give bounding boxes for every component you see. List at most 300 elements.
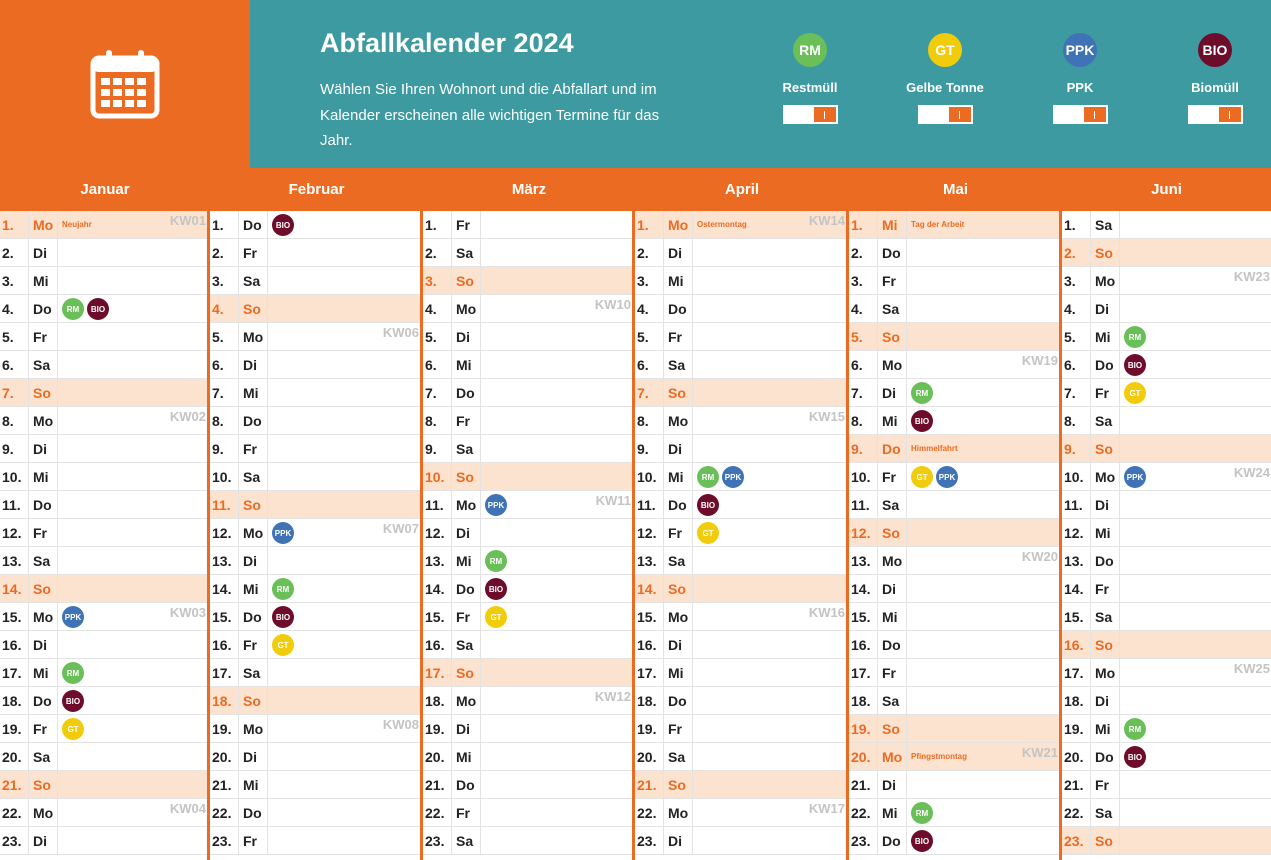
day-number: 17. — [851, 665, 871, 681]
calendar-day-row — [635, 379, 846, 407]
calendar-day-row — [0, 631, 207, 659]
waste-type-label: Restmüll — [782, 80, 838, 95]
day-number: 23. — [637, 833, 657, 849]
calendar-day-row — [849, 407, 1059, 435]
waste-badge-ppk[interactable]: PPK — [62, 606, 84, 628]
day-number: 13. — [1064, 553, 1084, 569]
day-number: 13. — [2, 553, 22, 569]
day-number: 13. — [425, 553, 445, 569]
week-number: KW17 — [808, 801, 845, 816]
waste-badges — [485, 578, 507, 600]
calendar-day-row — [849, 463, 1059, 491]
weekday: Mi — [663, 267, 693, 294]
calendar-day-row — [0, 547, 207, 575]
day-number: 3. — [851, 273, 863, 289]
day-number: 9. — [851, 441, 863, 457]
calendar-day-row — [0, 715, 207, 743]
weekday: Mi — [238, 575, 268, 602]
calendar-day-row — [1062, 463, 1271, 491]
calendar-day-row — [1062, 491, 1271, 519]
calendar-day-row — [210, 631, 420, 659]
weekday: Fr — [451, 799, 481, 826]
day-number: 22. — [425, 805, 445, 821]
day-number: 5. — [425, 329, 437, 345]
day-number: 10. — [637, 469, 657, 485]
weekday: Mo — [451, 295, 481, 322]
day-number: 10. — [425, 469, 445, 485]
waste-badge-ppk[interactable]: PPK — [1124, 466, 1146, 488]
weekday: Mi — [28, 463, 58, 490]
calendar-day-row — [635, 351, 846, 379]
day-number: 1. — [1064, 217, 1076, 233]
calendar-day-row — [1062, 771, 1271, 799]
waste-badge-ppk[interactable]: PPK — [272, 522, 294, 544]
weekday: Sa — [663, 547, 693, 574]
calendar-day-row — [0, 323, 207, 351]
calendar-day-row — [210, 463, 420, 491]
calendar-day-row — [849, 239, 1059, 267]
gelbe-tonne-icon: GT — [928, 33, 962, 67]
calendar-day-row — [0, 743, 207, 771]
calendar-day-row — [423, 351, 632, 379]
waste-badges — [697, 466, 744, 488]
day-number: 20. — [2, 749, 22, 765]
weekday: Sa — [451, 827, 481, 854]
day-number: 18. — [2, 693, 22, 709]
day-number: 15. — [425, 609, 445, 625]
calendar-day-row — [1062, 239, 1271, 267]
weekday: Di — [663, 239, 693, 266]
calendar-day-row — [635, 211, 846, 239]
waste-type-rm — [750, 33, 870, 124]
day-number: 8. — [212, 413, 224, 429]
calendar-day-row — [423, 379, 632, 407]
waste-badge-bio[interactable]: BIO — [272, 214, 294, 236]
weekday: Mo — [877, 547, 907, 574]
day-number: 6. — [212, 357, 224, 373]
calendar-day-row — [423, 631, 632, 659]
restmuell-toggle[interactable] — [783, 105, 838, 124]
weekday: Fr — [663, 519, 693, 546]
weekday: Fr — [1090, 379, 1120, 406]
day-number: 21. — [851, 777, 871, 793]
weekday: Di — [663, 631, 693, 658]
weekday: Mi — [877, 799, 907, 826]
weekday: Fr — [28, 323, 58, 350]
day-number: 15. — [2, 609, 22, 625]
toggle-knob — [1219, 107, 1241, 122]
day-number: 20. — [1064, 749, 1084, 765]
weekday: Do — [877, 827, 907, 854]
weekday: Di — [877, 771, 907, 798]
day-number: 17. — [212, 665, 232, 681]
waste-badge-gt[interactable]: GT — [911, 466, 933, 488]
calendar-day-row — [849, 743, 1059, 771]
day-number: 2. — [212, 245, 224, 261]
weekday: Do — [1090, 547, 1120, 574]
waste-badges — [1124, 382, 1146, 404]
calendar-day-row — [0, 491, 207, 519]
day-number: 13. — [637, 553, 657, 569]
weekday: So — [1090, 435, 1120, 462]
day-number: 6. — [637, 357, 649, 373]
weekday: Mo — [451, 491, 481, 518]
waste-badge-ppk[interactable]: PPK — [936, 466, 958, 488]
calendar-day-row — [423, 603, 632, 631]
day-number: 17. — [2, 665, 22, 681]
weekday: Mi — [877, 211, 907, 238]
weekday: Sa — [1090, 407, 1120, 434]
weekday: Do — [451, 575, 481, 602]
day-number: 7. — [637, 385, 649, 401]
holiday-label: Himmelfahrt — [911, 444, 958, 453]
calendar-day-row — [423, 211, 632, 239]
weekday: Do — [877, 435, 907, 462]
waste-badge-bio[interactable]: BIO — [697, 494, 719, 516]
waste-badge-ppk[interactable]: PPK — [722, 466, 744, 488]
calendar-day-row — [0, 267, 207, 295]
week-number: KW23 — [1233, 269, 1270, 284]
weekday: Do — [238, 211, 268, 238]
day-number: 8. — [2, 413, 14, 429]
day-number: 10. — [212, 469, 232, 485]
day-number: 14. — [1064, 581, 1084, 597]
month-name: Juni — [1151, 181, 1182, 198]
weekday: Mo — [1090, 267, 1120, 294]
waste-badge-bio[interactable]: BIO — [1124, 746, 1146, 768]
weekday: Sa — [451, 631, 481, 658]
day-number: 12. — [212, 525, 232, 541]
weekday: Mo — [238, 519, 268, 546]
weekday: So — [28, 379, 58, 406]
day-number: 1. — [212, 217, 224, 233]
holiday-label: Pfingstmontag — [911, 752, 967, 761]
calendar-day-row — [635, 267, 846, 295]
day-number: 7. — [212, 385, 224, 401]
waste-badge-ppk[interactable]: PPK — [485, 494, 507, 516]
waste-badge-rm[interactable]: RM — [1124, 718, 1146, 740]
calendar-day-row — [635, 799, 846, 827]
calendar-day-row — [0, 771, 207, 799]
week-number: KW07 — [382, 521, 419, 536]
calendar-day-row — [210, 715, 420, 743]
weekday: Mi — [28, 659, 58, 686]
waste-badge-gt[interactable]: GT — [272, 634, 294, 656]
biomuell-icon: BIO — [1198, 33, 1232, 67]
weekday: So — [451, 659, 481, 686]
month-column-mai — [849, 211, 1062, 860]
weekday: Do — [28, 491, 58, 518]
calendar-day-row — [0, 603, 207, 631]
weekday: Mo — [1090, 659, 1120, 686]
calendar-day-row — [635, 547, 846, 575]
day-number: 5. — [212, 329, 224, 345]
waste-badges — [1124, 354, 1146, 376]
waste-badge-bio[interactable]: BIO — [911, 410, 933, 432]
waste-badges — [911, 466, 958, 488]
day-number: 5. — [637, 329, 649, 345]
calendar-day-row — [0, 211, 207, 239]
waste-badges — [272, 606, 294, 628]
weekday: Do — [28, 295, 58, 322]
day-number: 22. — [851, 805, 871, 821]
weekday: So — [238, 295, 268, 322]
calendar-day-row — [0, 575, 207, 603]
calendar-day-row — [1062, 547, 1271, 575]
waste-badges — [1124, 466, 1146, 488]
waste-badge-bio[interactable]: BIO — [911, 830, 933, 852]
waste-badge-rm[interactable]: RM — [1124, 326, 1146, 348]
calendar-day-row — [210, 771, 420, 799]
calendar-day-row — [1062, 295, 1271, 323]
waste-badge-rm[interactable]: RM — [697, 466, 719, 488]
weekday: Fr — [663, 715, 693, 742]
calendar-day-row — [1062, 407, 1271, 435]
weekday: Di — [238, 743, 268, 770]
calendar-day-row — [0, 519, 207, 547]
weekday: Mo — [451, 687, 481, 714]
day-number: 3. — [1064, 273, 1076, 289]
week-number: KW21 — [1021, 745, 1058, 760]
calendar-day-row — [0, 295, 207, 323]
calendar-day-row — [423, 771, 632, 799]
weekday: Di — [28, 239, 58, 266]
weekday: Mi — [238, 379, 268, 406]
waste-badges — [62, 298, 109, 320]
month-header-bar — [0, 168, 1271, 211]
calendar-day-row — [1062, 211, 1271, 239]
waste-badge-rm[interactable]: RM — [62, 662, 84, 684]
waste-badges — [485, 550, 507, 572]
weekday: Di — [1090, 687, 1120, 714]
waste-badge-rm[interactable]: RM — [911, 802, 933, 824]
weekday: Mo — [663, 211, 693, 238]
day-number: 4. — [212, 301, 224, 317]
month-column-april — [635, 211, 849, 860]
day-number: 16. — [851, 637, 871, 653]
calendar-day-row — [635, 575, 846, 603]
weekday: So — [663, 575, 693, 602]
calendar-day-row — [1062, 267, 1271, 295]
week-number: KW08 — [382, 717, 419, 732]
day-number: 14. — [851, 581, 871, 597]
waste-badges — [1124, 718, 1146, 740]
weekday: Sa — [877, 491, 907, 518]
waste-badge-bio[interactable]: BIO — [1124, 354, 1146, 376]
weekday: Di — [28, 631, 58, 658]
weekday: Mo — [663, 799, 693, 826]
weekday: Sa — [451, 435, 481, 462]
toggle-knob — [1084, 107, 1106, 122]
weekday: Mo — [663, 407, 693, 434]
waste-type-gt — [885, 33, 1005, 124]
day-number: 15. — [851, 609, 871, 625]
month-column-juni — [1062, 211, 1271, 860]
day-number: 16. — [637, 637, 657, 653]
waste-badge-rm[interactable]: RM — [272, 578, 294, 600]
calendar-day-row — [1062, 519, 1271, 547]
calendar-day-row — [849, 771, 1059, 799]
weekday: Do — [877, 239, 907, 266]
calendar-day-row — [210, 659, 420, 687]
day-number: 9. — [212, 441, 224, 457]
weekday: Mo — [877, 743, 907, 770]
weekday: Do — [238, 407, 268, 434]
weekday: Mo — [28, 799, 58, 826]
day-number: 7. — [425, 385, 437, 401]
waste-badge-bio[interactable]: BIO — [485, 578, 507, 600]
calendar-day-row — [1062, 715, 1271, 743]
toggle-knob — [814, 107, 836, 122]
holiday-label: Ostermontag — [697, 220, 747, 229]
day-number: 5. — [851, 329, 863, 345]
weekday: Mi — [1090, 519, 1120, 546]
weekday: So — [663, 379, 693, 406]
calendar-day-row — [1062, 351, 1271, 379]
calendar-day-row — [0, 407, 207, 435]
day-number: 1. — [637, 217, 649, 233]
waste-badge-gt[interactable]: GT — [485, 606, 507, 628]
day-number: 3. — [2, 273, 14, 289]
weekday: Fr — [451, 603, 481, 630]
weekday: Mo — [28, 211, 58, 238]
weekday: Fr — [451, 407, 481, 434]
waste-badge-rm[interactable]: RM — [62, 298, 84, 320]
calendar-day-row — [849, 659, 1059, 687]
waste-badge-gt[interactable]: GT — [697, 522, 719, 544]
waste-badge-rm[interactable]: RM — [911, 382, 933, 404]
calendar-day-row — [423, 743, 632, 771]
day-number: 18. — [1064, 693, 1084, 709]
weekday: Di — [28, 827, 58, 854]
day-number: 10. — [1064, 469, 1084, 485]
waste-badge-gt[interactable]: GT — [62, 718, 84, 740]
weekday: Mo — [238, 715, 268, 742]
weekday: Mo — [663, 603, 693, 630]
day-number: 22. — [212, 805, 232, 821]
week-number: KW06 — [382, 325, 419, 340]
day-number: 14. — [212, 581, 232, 597]
calendar-day-row — [0, 463, 207, 491]
waste-badges — [1124, 746, 1146, 768]
day-number: 20. — [851, 749, 871, 765]
waste-badge-bio[interactable]: BIO — [272, 606, 294, 628]
day-number: 9. — [2, 441, 14, 457]
day-number: 1. — [425, 217, 437, 233]
waste-badges — [272, 578, 294, 600]
weekday: Mi — [1090, 715, 1120, 742]
day-number: 12. — [1064, 525, 1084, 541]
calendar-day-row — [635, 295, 846, 323]
weekday: Fr — [451, 211, 481, 238]
day-number: 15. — [637, 609, 657, 625]
waste-badges — [62, 690, 84, 712]
weekday: So — [1090, 631, 1120, 658]
calendar-day-row — [849, 211, 1059, 239]
weekday: Mi — [451, 743, 481, 770]
weekday: Di — [451, 323, 481, 350]
day-number: 7. — [2, 385, 14, 401]
calendar-day-row — [849, 827, 1059, 855]
day-number: 21. — [425, 777, 445, 793]
day-number: 22. — [1064, 805, 1084, 821]
month-column-februar — [210, 211, 423, 860]
calendar-icon — [90, 48, 160, 120]
waste-badge-bio[interactable]: BIO — [62, 690, 84, 712]
day-number: 4. — [637, 301, 649, 317]
calendar-day-row — [0, 659, 207, 687]
page-description: Wählen Sie Ihren Wohnort und die Abfallart und im Kalender erscheinen alle wichtigen Termine für das Jahr. — [320, 81, 660, 149]
gelbe-tonne-toggle[interactable] — [918, 105, 973, 124]
calendar-day-row — [849, 687, 1059, 715]
ppk-toggle[interactable] — [1053, 105, 1108, 124]
calendar-day-row — [423, 687, 632, 715]
day-number: 2. — [1064, 245, 1076, 261]
waste-badges — [485, 606, 507, 628]
calendar-day-row — [423, 463, 632, 491]
calendar-day-row — [1062, 827, 1271, 855]
weekday: So — [663, 771, 693, 798]
day-number: 10. — [2, 469, 22, 485]
weekday: So — [28, 771, 58, 798]
day-number: 16. — [212, 637, 232, 653]
weekday: Do — [663, 295, 693, 322]
calendar-day-row — [210, 743, 420, 771]
weekday: Sa — [1090, 211, 1120, 238]
day-number: 14. — [2, 581, 22, 597]
calendar-day-row — [423, 799, 632, 827]
week-number: KW11 — [595, 493, 631, 508]
waste-badge-rm[interactable]: RM — [485, 550, 507, 572]
waste-badge-bio[interactable]: BIO — [87, 298, 109, 320]
month-name: Mai — [942, 181, 968, 198]
calendar-day-row — [635, 407, 846, 435]
weekday: So — [877, 715, 907, 742]
biomuell-toggle[interactable] — [1188, 105, 1243, 124]
holiday-label: Neujahr — [62, 220, 92, 229]
day-number: 12. — [425, 525, 445, 541]
day-number: 5. — [2, 329, 14, 345]
calendar-day-row — [423, 435, 632, 463]
waste-badges — [911, 830, 933, 852]
calendar-day-row — [423, 547, 632, 575]
weekday: Mi — [451, 547, 481, 574]
weekday: Fr — [238, 435, 268, 462]
day-number: 16. — [425, 637, 445, 653]
waste-badges — [272, 522, 294, 544]
day-number: 2. — [637, 245, 649, 261]
weekday: So — [28, 575, 58, 602]
calendar-day-row — [849, 715, 1059, 743]
day-number: 8. — [425, 413, 437, 429]
week-number: KW12 — [594, 689, 631, 704]
calendar-day-row — [210, 547, 420, 575]
day-number: 16. — [2, 637, 22, 653]
weekday: Sa — [1090, 603, 1120, 630]
waste-badge-gt[interactable]: GT — [1124, 382, 1146, 404]
day-number: 5. — [1064, 329, 1076, 345]
day-number: 3. — [637, 273, 649, 289]
weekday: Do — [663, 491, 693, 518]
calendar-day-row — [849, 435, 1059, 463]
calendar-day-row — [423, 659, 632, 687]
weekday: Do — [877, 631, 907, 658]
weekday: Sa — [1090, 799, 1120, 826]
weekday: Sa — [28, 547, 58, 574]
logo-block — [0, 0, 250, 168]
month-name: April — [724, 181, 760, 198]
week-number: KW14 — [808, 213, 845, 228]
